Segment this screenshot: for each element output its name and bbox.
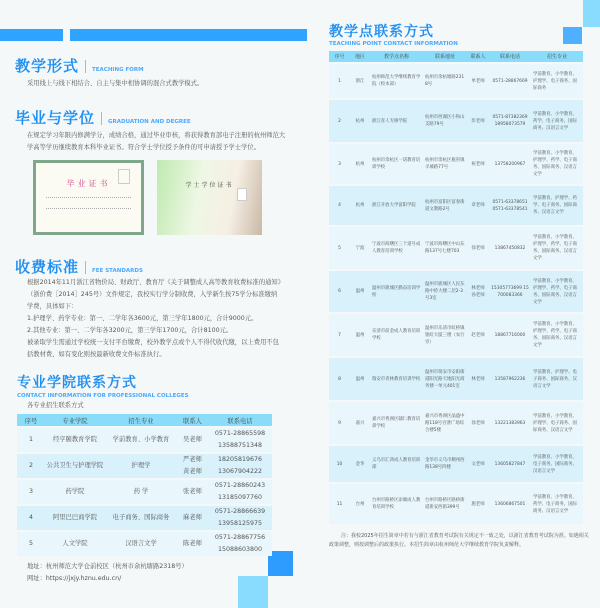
contact-phone: 0571-87382369 18958073579: [489, 100, 531, 142]
contact-phone: 13606867501: [489, 484, 531, 524]
point-name: 台州市路桥区添翼成人教育培训学校: [370, 484, 423, 524]
decor-square: [583, 0, 600, 27]
contact-person: 林老师: [467, 358, 489, 400]
column-header: 教学点名称: [370, 51, 423, 62]
column-header: 联系电话: [208, 414, 272, 426]
colleges-section: [17, 375, 277, 585]
contact-person: 陈老师: [177, 532, 208, 556]
contact-person: 张老师: [177, 480, 208, 504]
table-row: [329, 64, 583, 98]
contact-person: 章老师: [467, 186, 489, 225]
row-number: 5: [17, 532, 45, 556]
fees-text: [27, 277, 283, 361]
row-number: 9: [329, 402, 350, 444]
point-majors: 学前教育、小学教育、药学、电子商务、国际商务、汉语言文学: [531, 100, 583, 142]
contact-phone: 13221383963: [489, 402, 531, 444]
degree-certificate-image: [157, 160, 262, 235]
point-majors: 学前教育、小学教育、护理学、电子商务、国际商务、汉语言文学: [531, 402, 583, 444]
section-title: 收费标准: [15, 258, 80, 276]
top-banner-bar: [0, 29, 63, 41]
point-majors: 学前教育、小学教育、护理学、药学、电子商务、国际商务、汉语言文学: [531, 227, 583, 269]
contact-phone: 18867716000: [489, 314, 531, 356]
contact-phone: 13758200967: [489, 144, 531, 184]
fee-line: 2.其他专业：第一、二学年各3200元，第三学年1700元，合计8100元。: [27, 327, 233, 334]
table-row: [329, 271, 583, 312]
region: 台州: [350, 484, 370, 524]
degree-heading: [15, 107, 191, 128]
contact-person: 施老师: [467, 484, 489, 524]
fee-line: 根据2014年11月浙江省物价局、财政厅、教育厅《关于调整成人高等教育收费标准的通知》（浙价费［2014］245号）文件规定，我校实行学分制收费，入学新生按75学分标准缴纳学费，具体如下：: [27, 279, 281, 310]
point-address: 温州市鹿城区人民东路中侨大楼二层2-3号3室: [423, 271, 467, 312]
point-majors: 学前教育、小学教育、护理学、药学、电子商务、国际商务、汉语言文学: [531, 314, 583, 356]
certificate-title: 毕业证书: [66, 179, 111, 188]
table-header-row: [329, 51, 583, 62]
contact-person: 单老师: [467, 64, 489, 98]
column-header: 序号: [329, 51, 350, 62]
graduation-certificate-image: [33, 160, 144, 235]
colleges-title: 专业学院联系方式: [17, 375, 137, 391]
table-row: [329, 484, 583, 524]
section-subtitle: GRADUATION AND DEGREE: [108, 119, 191, 125]
table-row: [17, 454, 272, 478]
point-majors: 学前教育、小学教育、护理学、药学、电子商务、国际商务、汉语言文学: [531, 271, 583, 312]
college-name: 人文学院: [45, 532, 105, 556]
table-header-row: [17, 414, 272, 426]
points-subtitle: TEACHING POINT CONTACT INFORMATION: [329, 41, 458, 47]
contact-phone: 0571-28860243 13185097760: [208, 480, 272, 504]
region: 宁波: [350, 227, 370, 269]
table-row: [329, 186, 583, 225]
row-number: 1: [17, 428, 45, 452]
contact-person: 徐老师: [467, 227, 489, 269]
top-banner-bar: [70, 29, 307, 41]
contact-person: 祝老师: [467, 144, 489, 184]
fee-line: 1.护理学、药学专业：第一、二学年各3600元，第三学年1800元，合计9000元。: [27, 315, 258, 322]
row-number: 8: [329, 358, 350, 400]
teaching-form-text: 采用线上与线下相结合、自主与集中相协调的混合式教学模式。: [27, 80, 204, 87]
point-address: 台州市路桥区路桥街道新安西街399号: [423, 484, 467, 524]
contact-phone: 0571-28867756 15088603800: [208, 532, 272, 556]
section-subtitle: TEACHING FORM: [92, 67, 144, 73]
table-row: [17, 428, 272, 452]
region: 金华: [350, 446, 370, 482]
column-header: 专业学院: [45, 414, 105, 426]
column-header: 地区: [350, 51, 370, 62]
point-name: 浙江育人专修学院: [370, 100, 423, 142]
row-number: 2: [329, 100, 350, 142]
region: 温州: [350, 358, 370, 400]
table-row: [17, 480, 272, 504]
contact-phone: 0571-28867669: [489, 64, 531, 98]
region: 浙江: [350, 64, 370, 98]
colleges-subtitle: CONTACT INFORMATION FOR PROFESSIONAL COLLEGES: [17, 393, 189, 399]
point-address: 杭州市余杭塘路2318号: [423, 64, 467, 98]
college-name: 经亨颐教育学院: [45, 428, 105, 452]
colleges-table: [17, 412, 272, 558]
points-title: 教学点联系方式: [329, 24, 434, 40]
contact-person: 严老师 黄老师: [177, 454, 208, 478]
row-number: 3: [17, 480, 45, 504]
contact-phone: 0571-63378651 0571-63378541: [489, 186, 531, 225]
column-header: 联系地址: [423, 51, 467, 62]
college-major: 学前教育、小学教育: [105, 428, 177, 452]
point-name: 嘉兴市秀洲区辅仁教育培训学校: [370, 402, 423, 444]
point-name: 杭州师范大学继续教育学院（校本部）: [370, 64, 423, 98]
points-table: [329, 49, 583, 526]
row-number: 4: [329, 186, 350, 225]
point-majors: 学前教育、护理学、电子商务、国际商务、汉语言文学: [531, 358, 583, 400]
point-address: 嘉兴市秀洲区晶盛中路118号宫泄广场综合楼5楼: [423, 402, 467, 444]
table-row: [17, 532, 272, 556]
contact-phone: 0571-28865598 13588751348: [208, 428, 272, 452]
contact-phone: 13587962236: [489, 358, 531, 400]
table-row: [329, 227, 583, 269]
table-row: [329, 144, 583, 184]
point-address: 杭州市余杭区瓶窑镇羊城路77号: [423, 144, 467, 184]
contact-phone: 13867450832: [489, 227, 531, 269]
contact-person: 吴老师: [177, 428, 208, 452]
contact-person: 文老师: [467, 446, 489, 482]
point-address: 宁波市海曙区中山东路137号七楼703: [423, 227, 467, 269]
fee-line: 被录取学生需通过学校统一支付平台缴费，校外教学点或个人不得代收代缴，以上费用不包括教材费，如有变化则按最新收费文件标准执行。: [27, 339, 279, 358]
contact-person: 赵老师: [467, 314, 489, 356]
region: 温州: [350, 271, 370, 312]
row-number: 5: [329, 227, 350, 269]
column-header: 联系人: [177, 414, 208, 426]
table-row: [17, 506, 272, 530]
point-majors: 学前教育、小学教育、护理学、电子商务、国际商务: [531, 64, 583, 98]
colleges-intro: 各专业招生联系方式: [27, 402, 84, 409]
row-number: 2: [17, 454, 45, 478]
college-major: 药 学: [105, 480, 177, 504]
contact-phone: 15305773699 15700083366: [489, 271, 531, 312]
row-number: 1: [329, 64, 350, 98]
contact-phone: 13605827847: [489, 446, 531, 482]
region: 嘉兴: [350, 402, 370, 444]
row-number: 4: [17, 506, 45, 530]
points-note: 注：我校2025年招生简章中若有与浙江省教育考试院有关规定不一致之处，以浙江省教育考试院为准。如遇相关政策调整，则按调整后的政策执行。本招生简章由杭州师范大学继续教育学院负责解释。: [329, 533, 589, 548]
point-majors: 学前教育、小学教育、电子商务、国际商务、汉语言文学: [531, 446, 583, 482]
college-name: 公共卫生与护理学院: [45, 454, 105, 478]
point-name: 温州市鹿城区勤奋培训学校: [370, 271, 423, 312]
point-name: 浙江开放大学富阳学院: [370, 186, 423, 225]
contact-phone: 0571-28866639 13958125975: [208, 506, 272, 530]
point-name: 乐清市前金成人教育培训学校: [370, 314, 423, 356]
point-address: 温州市乐清市虹桥镇银虹大厦三楼（农行旁）: [423, 314, 467, 356]
column-header: 序号: [17, 414, 45, 426]
row-number: 6: [329, 271, 350, 312]
point-name: 杭州市余杭区一诺教育培训学校: [370, 144, 423, 184]
point-majors: 学前教育、护理学、药学、电子商务、国际商务、汉语言文学: [531, 186, 583, 225]
section-title: 毕业与学位: [15, 109, 96, 127]
teaching-form-heading: [15, 55, 144, 76]
row-number: 10: [329, 446, 350, 482]
point-name: 义乌市汇鸿成人教育培训部: [370, 446, 423, 482]
region: 温州: [350, 314, 370, 356]
degree-text: 在规定学习年限内修满学分，成绩合格，通过毕业审核，将获得教育部电子注册的杭州师范大学高等学历继续教育本科毕业证书。符合学士学位授予条件的可申请授予学士学位。: [27, 132, 286, 151]
table-row: [329, 402, 583, 444]
contact-person: 彭老师: [467, 100, 489, 142]
point-name: 宁波市海曙区三个道号成人教育培训学校: [370, 227, 423, 269]
point-majors: 学前教育、小学教育、护理学、药学、电子商务、国际商务、汉语言文学: [531, 144, 583, 184]
region: 杭州: [350, 144, 370, 184]
college-name: 药学院: [45, 480, 105, 504]
point-address: 杭州市西湖区小和山支路79号: [423, 100, 467, 142]
table-row: [329, 446, 583, 482]
row-number: 3: [329, 144, 350, 184]
contact-person: 徐老师: [467, 402, 489, 444]
row-number: 7: [329, 314, 350, 356]
table-row: [329, 314, 583, 356]
college-major: 护理学: [105, 454, 177, 478]
contact-phone: 18205819676 13067904222: [208, 454, 272, 478]
point-majors: 学前教育、小学教育、药学、电子商务、国际商务、汉语言文学: [531, 484, 583, 524]
college-major: 电子商务、国际商务: [105, 506, 177, 530]
college-name: 阿里巴巴商学院: [45, 506, 105, 530]
address-text: 地址：杭州师范大学仓前校区（杭州市余杭塘路2318号）: [27, 563, 188, 570]
college-major: 汉语言文学: [105, 532, 177, 556]
region: 杭州: [350, 186, 370, 225]
website-link[interactable]: 网址：https://jxjy.hznu.edu.cn/: [27, 575, 122, 582]
point-address: 金华市义乌市稠州西路138号四楼: [423, 446, 467, 482]
table-row: [329, 100, 583, 142]
column-header: 招生专业: [531, 51, 583, 62]
point-address: 杭州市富阳区富春街道文教路2号: [423, 186, 467, 225]
column-header: 招生专业: [105, 414, 177, 426]
points-section: [329, 25, 589, 550]
certificate-title: 学士学位证书: [185, 182, 234, 189]
column-header: 联系电话: [489, 51, 531, 62]
fees-heading: [15, 256, 143, 277]
contact-person: 林老师 孙老师: [467, 271, 489, 312]
table-row: [329, 358, 583, 400]
section-subtitle: FEE STANDARDS: [92, 268, 143, 274]
column-header: 联系人: [467, 51, 489, 62]
point-name: 瑞安市青林教育培训学校: [370, 358, 423, 400]
section-title: 教学形式: [15, 57, 80, 75]
contact-person: 麻老师: [177, 506, 208, 530]
region: 杭州: [350, 100, 370, 142]
point-address: 温州市瑞安市安阳街道阳光路天地阳光商务楼一单元401室: [423, 358, 467, 400]
row-number: 11: [329, 484, 350, 524]
